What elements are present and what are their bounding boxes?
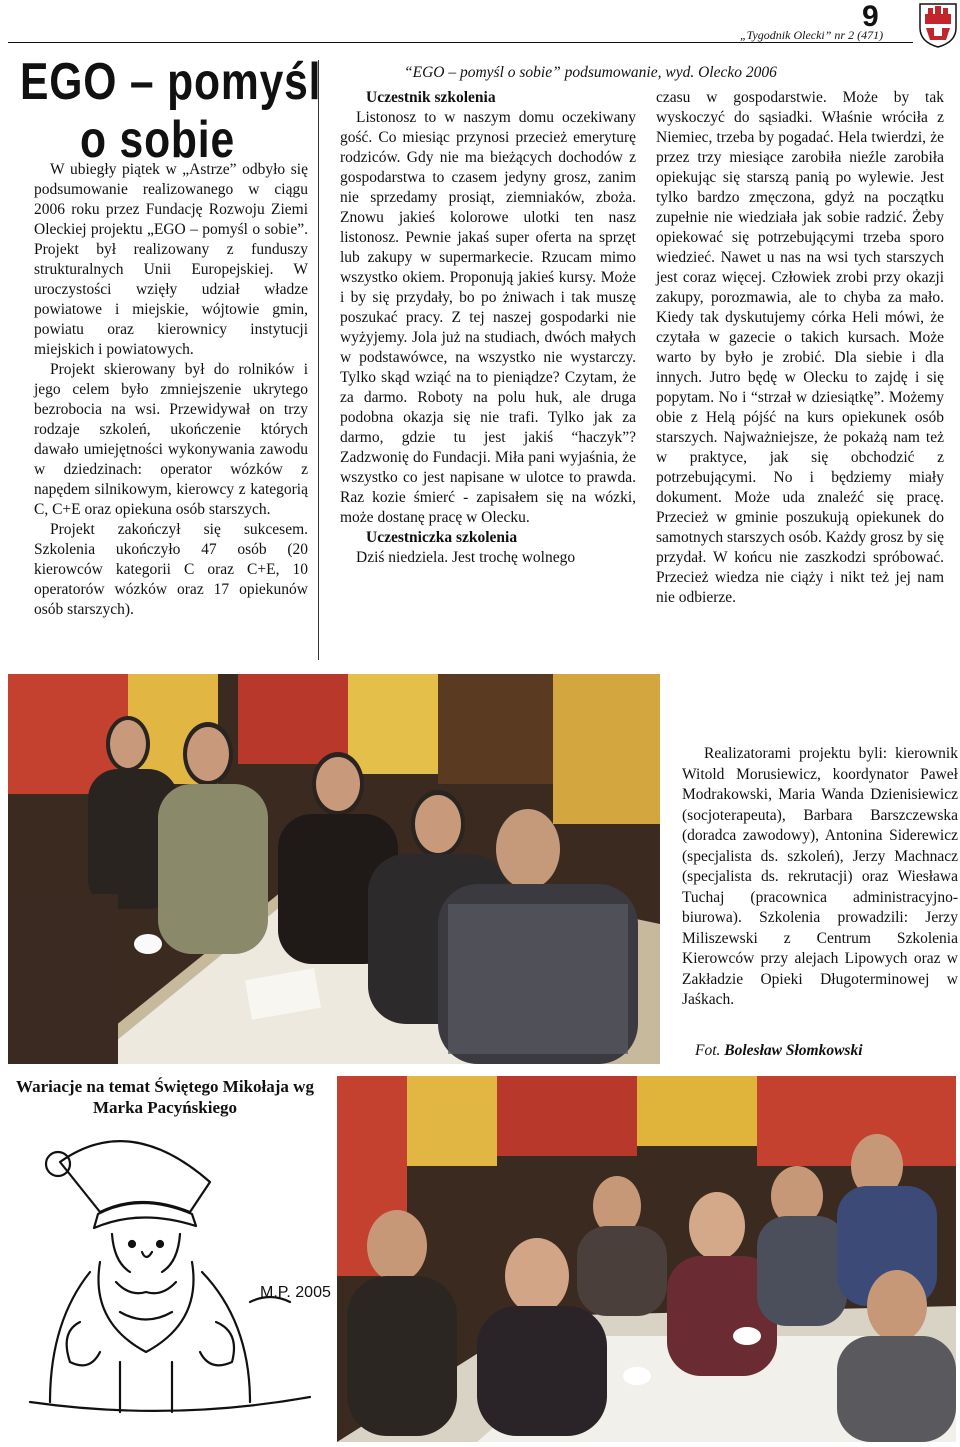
column-separator xyxy=(318,60,319,660)
issue-label: „Tygodnik Olecki” nr 2 (471) xyxy=(740,28,884,42)
photo-credit-name: Bolesław Słomkowski xyxy=(724,1042,863,1059)
participant-column xyxy=(340,88,636,568)
intro-column xyxy=(34,160,308,620)
credits-text: Realizatorami projektu byli: kierownik Witold Morusiewicz, koordynator Paweł Modrakowski, Maria Wanda Dzienisiewicz (socjoterapeuta), Barbara Barszczewska (doradca zawodowy), Antonina Siderewicz (specjalista ds. szkoleń), Jerzy Machnacz (specjalista ds. rekrutacji) oraz Wiesława Tuchaj (pracownica administracyjno-biurowa). Szkolenia prowadzili: Jerzy Miliszewski z Centrum Szkolenia Kierowców przy alejach Lipowych oraz w Zakładzie Opieki Długoterminowej w Jaśkach. xyxy=(682,745,958,1008)
female-participant-heading: Uczestniczka szkolenia xyxy=(366,529,518,546)
credits-paragraph xyxy=(682,744,958,1011)
participant-text: Listonosz to w naszym domu oczekiwany gość. Co miesiąc przynosi przecież emeryturę rodziców. Gdy nie ma bieżących dochodów z gospodarstwa to czasem jedyny grosz, zanim nie sprzedamy prosiąt, ziemniaków, zboża. Znowu jakieś kolorowe ulotki ten nasz listonosz. Pewnie jakaś super oferta na sprzęt lub zakupy w supermarkecie. Rzucam mimo wszystko okiem. Proponują jakieś kursy. Może i by się przydały, bo po żniwach i tak muszę poszukać pracy. Z tej naszej gospodarki nie wyżyjemy. Jola już na studiach, dwóch małych w podstawówce, na wszystko nie wystarczy. Tylko skąd wziąć na to pieniądze? Czytam, że za darmo. Roboty na polu huk, ale druga podobna okazja się nie trafi. Tylko jak za darmo, gdzie tu jest jakiś “haczyk”? Zadzwonię do Fundacji. Miła pani wyjaśnia, że wszystko co jest napisane w ulotce to prawda. Raz kozie śmierć - zapisałem się na wózki, może dostanę pracę w Olecku. xyxy=(340,109,636,526)
female-participant-text-start: Dziś niedziela. Jest trochę wolnego xyxy=(356,549,576,566)
santa-cartoon-illustration xyxy=(20,1122,331,1422)
photo-credit xyxy=(695,1042,863,1060)
female-participant-text-cont: czasu w gospodarstwie. Może by tak wyskoczyć do sąsiadki. Właśnie wróciła z Niemiec, trzeba by pogadać. Hela twierdzi, że przez trzy miesiące zarobiła nieźle zarobiła opiekując się starszą panią po wylewie. Jest tylko bardzo zmęczona, gdyż na początku zupełnie nie wiedziała jak sobie radzić. Żeby opiekować się potrzebującymi trzeba sporo wiedzieć. Nawet u nas na wsi tych starszych jest coraz więcej. Człowiek zrobi przy okazji zakupy, porozmawia, ale to chyba za mało. Kiedy tak dyskutujemy córka Heli mówi, że czytała w gazecie o takich kursach. Może warto by było je zrobić. Dla siebie i dla innych. Jutro będę w Olecku to zajdę i się popytam. No i “strzał w dziesiątkę”. Możemy obie z Helą pójść na kurs opiekunek osób starszych. Najważniejsze, że pokażą nam też w praktyce, jak się obchodzić z potrzebującymi. No i będziemy miały dokument. Może uda znaleźć się pracę. Przecież w gminie poszukują opiekunek do samotnych starszych osób. Każdy grosz by się przydał. W końcu nie zaszkodzi spróbować. Przecież wiedza nie ciąży i nikt też jej nam nie odbierze. xyxy=(656,89,944,606)
photo-training-participants-women xyxy=(337,1076,956,1442)
participant-heading: Uczestnik szkolenia xyxy=(366,89,496,106)
photo-training-participants-men xyxy=(8,674,660,1064)
female-participant-column xyxy=(656,88,944,608)
intro-paragraph-3: Projekt zakończył się sukcesem. Szkolenia ukończyło 47 osób (20 kierowców kategorii C oraz C+E, 10 operatorów wózków oraz 17 opiekunów osób starszych). xyxy=(34,521,308,618)
coat-of-arms-icon xyxy=(918,2,958,48)
intro-paragraph-1: W ubiegły piątek w „Astrze” odbyło się podsumowanie realizowanego w ciągu 2006 roku przez Fundację Rozwoju Ziemi Oleckiej projektu „EGO – pomyśl o sobie”. Projekt był realizowany z funduszy strukturalnych Unii Europejskiej. W uroczystości wzięły udział władze powiatowe i miejskie, wójtowie gmin, powiatu oraz kierownicy instytucji miejskich i powiatowych. xyxy=(34,161,308,358)
inset-caption: “EGO – pomyśl o sobie” podsumowanie, wyd. Olecko 2006 xyxy=(404,64,777,81)
page-number: 9 xyxy=(862,0,879,33)
headline-line-1: EGO – pomyśl xyxy=(20,53,322,111)
headline-line-2: o sobie xyxy=(80,111,236,169)
cartoon-caption: Wariacje na temat Świętego Mikołaja wg Marka Pacyńskiego xyxy=(16,1077,314,1117)
photo-credit-prefix: Fot. xyxy=(695,1042,721,1059)
intro-paragraph-2: Projekt skierowany był do rolników i jego celem było zmniejszenie ukrytego bezrobocia na wsi. Przewidywał on trzy rodzaje szkoleń, ukończenie których dawało umiejętności wykonywania zawodu w dziedzinach: operator wózków z napędem silnikowym, kierowcy z kategorią C, C+E oraz opiekuna osób starszych. xyxy=(34,361,308,518)
cartoon-signature: M.P. 2005 xyxy=(260,1284,331,1301)
